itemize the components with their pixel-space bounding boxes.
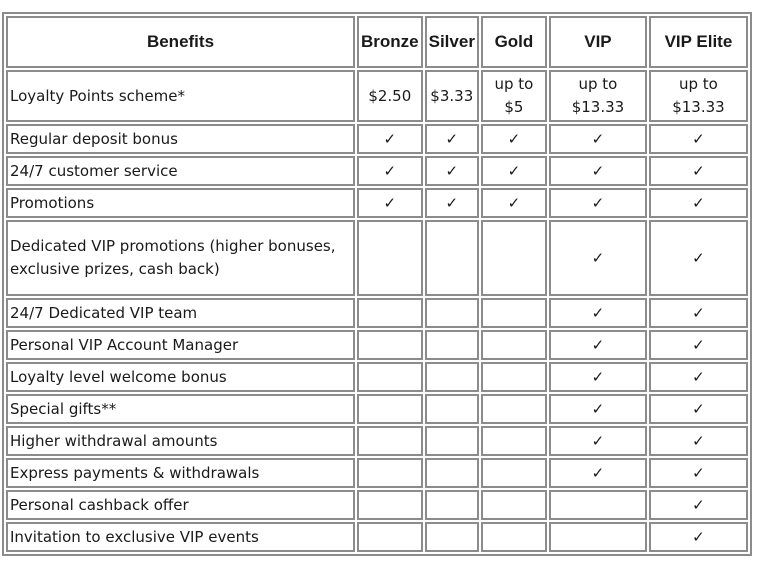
- vip-elite-check-icon: ✓: [649, 522, 748, 552]
- gold-empty-cell: [481, 362, 547, 392]
- silver-empty-cell: [425, 458, 479, 488]
- benefit-label: Express payments & withdrawals: [6, 458, 355, 488]
- vip-elite-check-icon: ✓: [649, 426, 748, 456]
- benefit-label: Loyalty Points scheme*: [6, 70, 355, 122]
- benefit-label: 24/7 customer service: [6, 156, 355, 186]
- header-vip: VIP: [549, 16, 647, 68]
- bronze-empty-cell: [357, 220, 423, 296]
- benefit-label: Invitation to exclusive VIP events: [6, 522, 355, 552]
- silver-empty-cell: [425, 522, 479, 552]
- header-silver: Silver: [425, 16, 479, 68]
- vip-elite-check-icon: ✓: [649, 490, 748, 520]
- table-row: [6, 188, 748, 218]
- vip-elite-check-icon: ✓: [649, 220, 748, 296]
- bronze-empty-cell: [357, 522, 423, 552]
- silver-empty-cell: [425, 298, 479, 328]
- vip-check-icon: ✓: [549, 124, 647, 154]
- vip-check-icon: ✓: [549, 220, 647, 296]
- gold-check-icon: ✓: [481, 156, 547, 186]
- silver-empty-cell: [425, 394, 479, 424]
- benefit-label: Personal VIP Account Manager: [6, 330, 355, 360]
- vip-check-icon: ✓: [549, 362, 647, 392]
- vip-elite-check-icon: ✓: [649, 458, 748, 488]
- silver-empty-cell: [425, 330, 479, 360]
- vip-elite-check-icon: ✓: [649, 124, 748, 154]
- vip-elite-check-icon: ✓: [649, 188, 748, 218]
- table-body: [6, 70, 748, 552]
- vip-elite-check-icon: ✓: [649, 394, 748, 424]
- bronze-check-icon: ✓: [357, 124, 423, 154]
- bronze-empty-cell: [357, 330, 423, 360]
- header-bronze: Bronze: [357, 16, 423, 68]
- vip-elite-check-icon: ✓: [649, 156, 748, 186]
- bronze-empty-cell: [357, 298, 423, 328]
- gold-check-icon: ✓: [481, 188, 547, 218]
- gold-empty-cell: [481, 330, 547, 360]
- silver-check-icon: ✓: [425, 124, 479, 154]
- bronze-check-icon: ✓: [357, 188, 423, 218]
- table-row: [6, 394, 748, 424]
- vip-check-icon: ✓: [549, 394, 647, 424]
- benefit-label: Regular deposit bonus: [6, 124, 355, 154]
- bronze-empty-cell: [357, 458, 423, 488]
- benefits-table: [2, 12, 752, 556]
- header-benefits: Benefits: [6, 16, 355, 68]
- silver-check-icon: ✓: [425, 156, 479, 186]
- vip-check-icon: ✓: [549, 188, 647, 218]
- bronze-check-icon: ✓: [357, 156, 423, 186]
- benefit-label: 24/7 Dedicated VIP team: [6, 298, 355, 328]
- gold-empty-cell: [481, 426, 547, 456]
- header-gold: Gold: [481, 16, 547, 68]
- vip-elite-check-icon: ✓: [649, 362, 748, 392]
- vip-check-icon: ✓: [549, 298, 647, 328]
- benefit-label: Personal cashback offer: [6, 490, 355, 520]
- vip-check-icon: ✓: [549, 156, 647, 186]
- bronze-value: $2.50: [357, 70, 423, 122]
- silver-empty-cell: [425, 362, 479, 392]
- table-row: [6, 490, 748, 520]
- table-row: [6, 426, 748, 456]
- benefit-label: Dedicated VIP promotions (higher bonuses, exclusive prizes, cash back): [6, 220, 355, 296]
- table-row: [6, 458, 748, 488]
- table-row: [6, 362, 748, 392]
- vip-value: up to $13.33: [549, 70, 647, 122]
- table-row: [6, 298, 748, 328]
- gold-empty-cell: [481, 298, 547, 328]
- bronze-empty-cell: [357, 394, 423, 424]
- vip-empty-cell: [549, 490, 647, 520]
- silver-empty-cell: [425, 220, 479, 296]
- benefit-label: Special gifts**: [6, 394, 355, 424]
- gold-value: up to $5: [481, 70, 547, 122]
- gold-empty-cell: [481, 394, 547, 424]
- vip-elite-check-icon: ✓: [649, 298, 748, 328]
- vip-check-icon: ✓: [549, 426, 647, 456]
- vip-check-icon: ✓: [549, 330, 647, 360]
- silver-check-icon: ✓: [425, 188, 479, 218]
- silver-empty-cell: [425, 426, 479, 456]
- gold-empty-cell: [481, 490, 547, 520]
- table-row: [6, 156, 748, 186]
- header-vip-elite: VIP Elite: [649, 16, 748, 68]
- vip-elite-value: up to $13.33: [649, 70, 748, 122]
- header-row: [6, 16, 748, 68]
- bronze-empty-cell: [357, 426, 423, 456]
- table-row: [6, 70, 748, 122]
- table-row: [6, 522, 748, 552]
- silver-value: $3.33: [425, 70, 479, 122]
- vip-elite-check-icon: ✓: [649, 330, 748, 360]
- vip-check-icon: ✓: [549, 458, 647, 488]
- bronze-empty-cell: [357, 490, 423, 520]
- gold-empty-cell: [481, 522, 547, 552]
- gold-empty-cell: [481, 458, 547, 488]
- table-row: [6, 330, 748, 360]
- gold-check-icon: ✓: [481, 124, 547, 154]
- table-row: [6, 124, 748, 154]
- vip-empty-cell: [549, 522, 647, 552]
- bronze-empty-cell: [357, 362, 423, 392]
- benefit-label: Loyalty level welcome bonus: [6, 362, 355, 392]
- benefit-label: Higher withdrawal amounts: [6, 426, 355, 456]
- table-row: [6, 220, 748, 296]
- silver-empty-cell: [425, 490, 479, 520]
- benefit-label: Promotions: [6, 188, 355, 218]
- gold-empty-cell: [481, 220, 547, 296]
